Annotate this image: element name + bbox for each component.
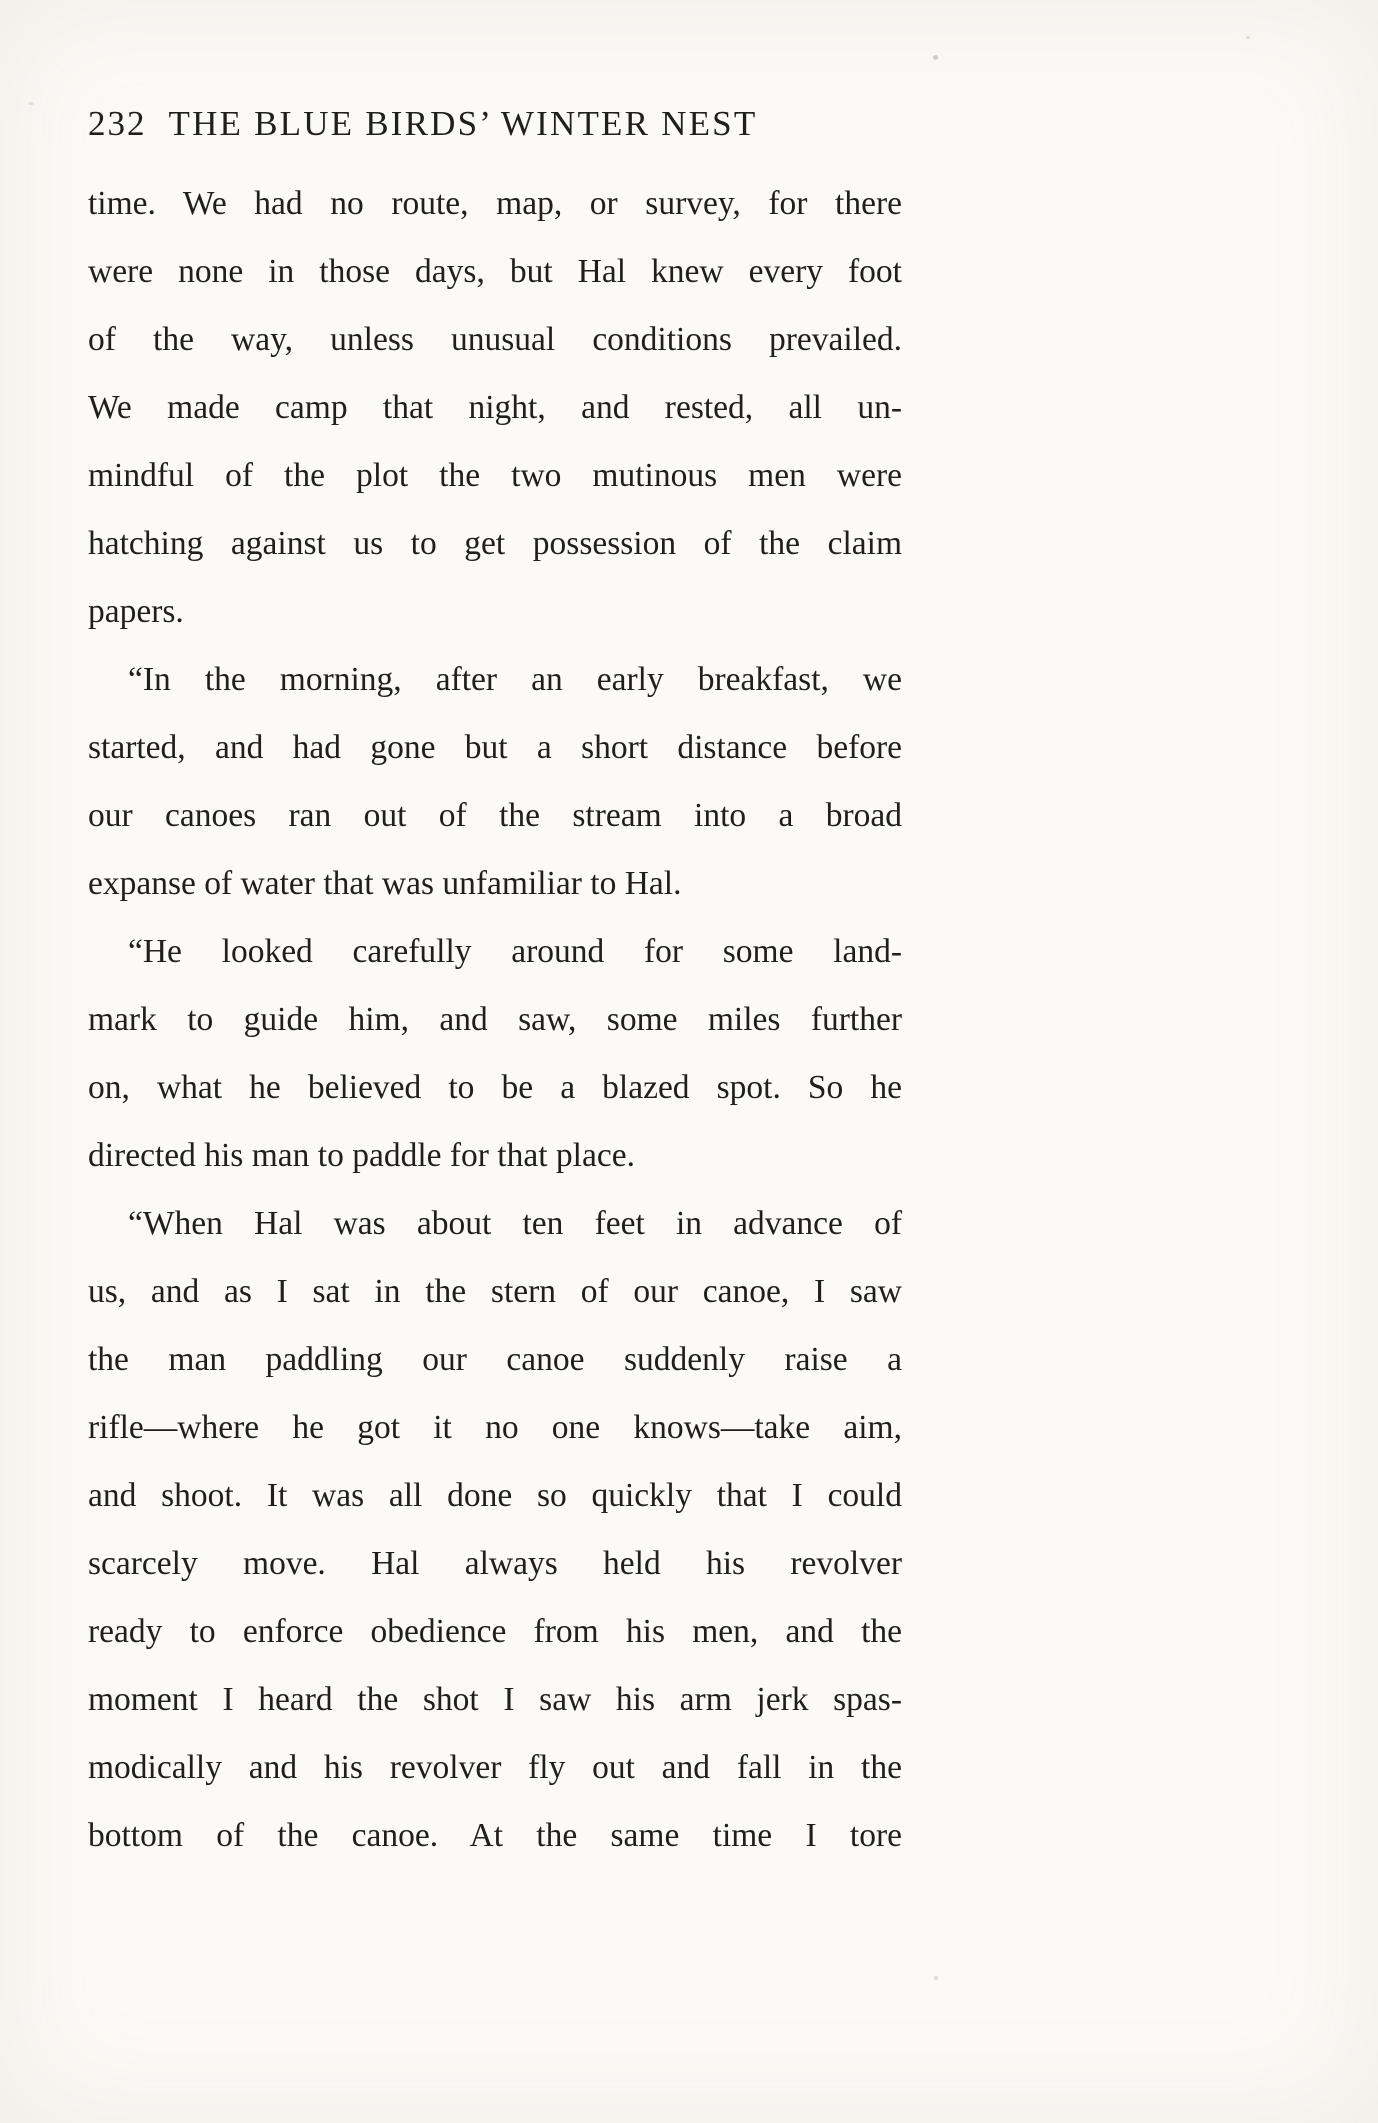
text-line: mindful of the plot the two mutinous men were (88, 457, 902, 494)
body-text (88, 170, 902, 1870)
text-line: papers. (88, 593, 184, 630)
paragraph (88, 646, 902, 918)
text-line: were none in those days, but Hal knew every foot (88, 253, 902, 290)
paragraph (88, 918, 902, 1190)
paragraph (88, 170, 902, 646)
text-line: mark to guide him, and saw, some miles further (88, 1001, 902, 1038)
page-header (88, 104, 903, 144)
text-line: rifle—where he got it no one knows—take aim, (88, 1409, 902, 1446)
text-line: scarcely move. Hal always held his revolver (88, 1545, 902, 1582)
text-line: on, what he believed to be a blazed spot. So he (88, 1069, 902, 1106)
text-line: the man paddling our canoe suddenly raise a (88, 1341, 902, 1378)
text-line: “In the morning, after an early breakfast, we (128, 661, 902, 698)
text-line: time. We had no route, map, or survey, for there (88, 185, 902, 222)
text-line: our canoes ran out of the stream into a broad (88, 797, 902, 834)
text-line: started, and had gone but a short distance before (88, 729, 902, 766)
text-line: us, and as I sat in the stern of our canoe, I saw (88, 1273, 902, 1310)
paragraph (88, 1190, 902, 1870)
text-line: hatching against us to get possession of the claim (88, 525, 902, 562)
text-line: modically and his revolver fly out and fall in the (88, 1749, 902, 1786)
text-line: and shoot. It was all done so quickly that I could (88, 1477, 902, 1514)
scan-speck (934, 1976, 938, 1980)
text-line: “He looked carefully around for some land- (128, 933, 902, 970)
text-line: bottom of the canoe. At the same time I tore (88, 1817, 902, 1854)
text-line: We made camp that night, and rested, all un- (88, 389, 902, 426)
text-line: ready to enforce obedience from his men, and the (88, 1613, 902, 1650)
text-line: moment I heard the shot I saw his arm jerk spas- (88, 1681, 902, 1718)
text-line: “When Hal was about ten feet in advance of (128, 1205, 902, 1242)
scan-speck (28, 102, 34, 105)
running-title: THE BLUE BIRDS’ WINTER NEST (168, 104, 758, 143)
scan-speck (1246, 36, 1250, 39)
text-line: of the way, unless unusual conditions prevailed. (88, 321, 902, 358)
scan-speck (933, 55, 938, 60)
text-line: expanse of water that was unfamiliar to Hal. (88, 865, 682, 902)
page-number: 232 (88, 104, 147, 143)
text-line: directed his man to paddle for that place. (88, 1137, 635, 1174)
